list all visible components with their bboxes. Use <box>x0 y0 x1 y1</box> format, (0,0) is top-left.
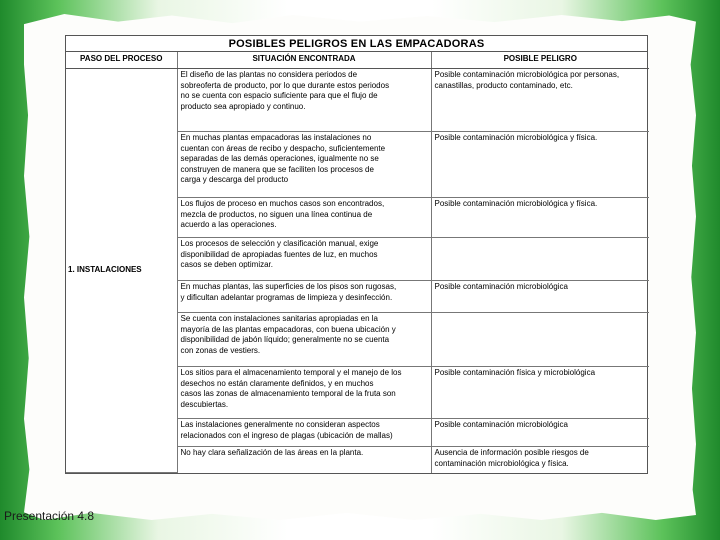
hazard-cell: Posible contaminación microbiológica <box>431 281 649 313</box>
situation-cell: Las instalaciones generalmente no consideran aspectos relacionados con el ingreso de plagas (ubicación de mallas) <box>177 419 431 447</box>
situation-cell: En muchas plantas, las superficies de los pisos son rugosas, y dificultan adelantar programas de limpieza y desinfección. <box>177 281 431 313</box>
hazard-cell <box>431 313 649 367</box>
table-title: POSIBLES PELIGROS EN LAS EMPACADORAS <box>66 36 647 52</box>
table-row <box>66 69 649 132</box>
hazards-table <box>66 52 649 473</box>
situation-cell: Los flujos de proceso en muchos casos son encontrados, mezcla de productos, no siguen una línea continua de acuerdo a las operaciones. <box>177 198 431 238</box>
header-situation: SITUACIÓN ENCONTRADA <box>177 52 431 69</box>
situation-cell: El diseño de las plantas no considera periodos de sobreoferta de producto, por lo que durante estos periodos no se cuenta con espacio suficiente para que el flujo de producto sea apropiado y continuo. <box>177 69 431 132</box>
header-hazard: POSIBLE PELIGRO <box>431 52 649 69</box>
hazards-table-document <box>65 35 648 474</box>
header-process-step: PASO DEL PROCESO <box>66 52 177 69</box>
hazard-cell: Posible contaminación microbiológica por personas, canastillas, producto contaminado, etc. <box>431 69 649 132</box>
situation-cell: No hay clara señalización de las áreas en la planta. <box>177 447 431 473</box>
hazard-cell: Posible contaminación física y microbiológica <box>431 367 649 419</box>
hazard-cell <box>431 238 649 281</box>
situation-cell: En muchas plantas empacadoras las instalaciones no cuentan con áreas de recibo y despacho, suficientemente separadas de las demás operaciones, igualmente no se construyen de manera que se faciliten los procesos de carga y descarga del producto <box>177 132 431 198</box>
table-header-row <box>66 52 649 69</box>
hazard-cell: Posible contaminación microbiológica y física. <box>431 132 649 198</box>
situation-cell: Los sitios para el almacenamiento temporal y el manejo de los desechos no están claramente definidos, y en muchos casos las zonas de almacenamiento temporal de la fruta son descubiertas. <box>177 367 431 419</box>
hazard-cell: Ausencia de información posible riesgos de contaminación microbiológica y física. <box>431 447 649 473</box>
process-step-cell: 1. INSTALACIONES <box>66 69 177 473</box>
hazard-cell: Posible contaminación microbiológica <box>431 419 649 447</box>
hazard-cell: Posible contaminación microbiológica y física. <box>431 198 649 238</box>
situation-cell: Se cuenta con instalaciones sanitarias apropiadas en la mayoría de las plantas empacadoras, con buena ubicación y disponibilidad de jabón líquido; generalmente no se cuenta con zonas de vestiers. <box>177 313 431 367</box>
slide-caption: Presentación 4.8 <box>4 509 95 523</box>
situation-cell: Los procesos de selección y clasificación manual, exige disponibilidad de apropiadas fuentes de luz, en muchos casos se deben optimizar. <box>177 238 431 281</box>
